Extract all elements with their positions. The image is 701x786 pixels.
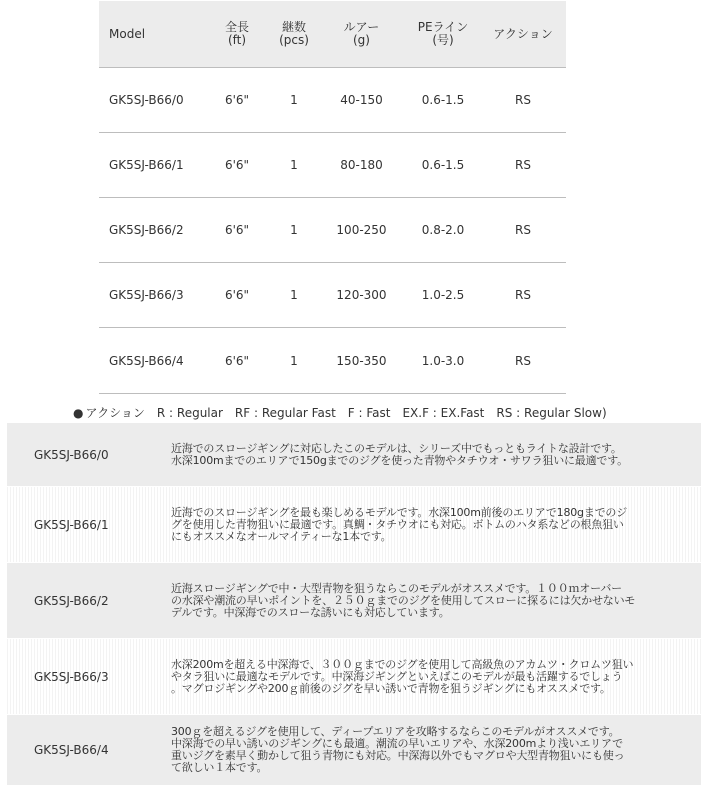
header-lure: ルアー (g) [317,1,406,68]
cell-action: RS [480,68,566,133]
description-model: GK5SJ-B66/3 [34,669,109,684]
description-row [7,563,701,639]
cell-pe-line: 0.6-1.5 [406,133,480,198]
cell-model: GK5SJ-B66/1 [99,133,203,198]
description-text: 近海スロージギングで中・大型青物を狙うならこのモデルがオススメです。１００ｍオーバー の水深や潮流の早いポイントを、２５０ｇまでのジグを使用してスローに探るには欠かせないモ デルです。中深海でのスローな誘いにも対応しています。 [171,581,636,619]
cell-model: GK5SJ-B66/0 [99,68,203,133]
header-action: アクション [480,1,566,68]
cell-action: RS [480,198,566,263]
cell-pieces: 1 [271,263,317,328]
header-length: 全長 (ft) [203,1,271,68]
cell-lure: 100-250 [317,198,406,263]
description-list [7,423,701,786]
description-text: 水深200mを超える中深海で、３００ｇまでのジグを使用して高級魚のアカムツ・クロムツ狙い やタラ狙いに最適なモデルです。中深海ジギングといえばこのモデルが最も活躍するでしょう 。マグロジギングや200ｇ前後のジグを早い誘いで青物を狙うジギングにもオススメです。 [171,657,634,695]
table-row [99,133,566,198]
table-row [99,68,566,133]
cell-pieces: 1 [271,68,317,133]
description-row [7,639,701,715]
bullet-icon: ● [73,406,84,420]
cell-pe-line: 1.0-2.5 [406,263,480,328]
description-model: GK5SJ-B66/1 [34,517,109,532]
description-model: GK5SJ-B66/0 [34,447,109,462]
cell-length: 6'6" [203,198,271,263]
table-row [99,328,566,394]
legend-text: アクション R : Regular RF : Regular Fast F : Fast EX.F : EX.Fast RS : Regular Slow) [85,406,607,420]
action-legend [73,404,607,421]
description-model: GK5SJ-B66/4 [34,743,109,757]
description-row [7,423,701,487]
description-text: 近海でのスロージギングを最も楽しめるモデルです。水深100m前後のエリアで180gまでのジ グを使用した青物狙いに最適です。真鯛・タチウオにも対応。ボトムのハタ系などの根魚狙い にもオススメなオールマイティーな1本です。 [171,505,628,543]
cell-pieces: 1 [271,198,317,263]
spec-table [99,1,566,394]
cell-lure: 80-180 [317,133,406,198]
header-model: Model [99,1,203,68]
description-model: GK5SJ-B66/2 [34,593,109,608]
description-text: 300ｇを超えるジグを使用して、ディープエリアを攻略するならこのモデルがオススメです。 中深海での早い誘いのジギングにも最適。潮流の早いエリアや、水深200mより浅いエリアで 重いジグを素早く動かして狙う青物にも対応。中深海以外でもマグロや大型青物狙いにも使っ て欲しい１本です。 [171,725,625,774]
spec-header-row [99,1,566,68]
cell-action: RS [480,263,566,328]
cell-model: GK5SJ-B66/4 [99,328,203,394]
cell-lure: 150-350 [317,328,406,394]
cell-pe-line: 0.6-1.5 [406,68,480,133]
cell-model: GK5SJ-B66/3 [99,263,203,328]
cell-pe-line: 1.0-3.0 [406,328,480,394]
cell-model: GK5SJ-B66/2 [99,198,203,263]
cell-pieces: 1 [271,133,317,198]
description-row [7,715,701,786]
cell-length: 6'6" [203,328,271,394]
table-row [99,198,566,263]
cell-length: 6'6" [203,133,271,198]
cell-length: 6'6" [203,263,271,328]
header-pieces: 継数 (pcs) [271,1,317,68]
description-text: 近海でのスロージギングに対応したこのモデルは、シリーズ中でもっともライトな設計です。 水深100mまでのエリアで150gまでのジグを使った青物やタチウオ・サワラ狙いに最適です。 [171,441,628,467]
cell-length: 6'6" [203,68,271,133]
cell-lure: 40-150 [317,68,406,133]
cell-lure: 120-300 [317,263,406,328]
cell-action: RS [480,328,566,394]
cell-pieces: 1 [271,328,317,394]
table-row [99,263,566,328]
cell-action: RS [480,133,566,198]
description-row [7,487,701,563]
cell-pe-line: 0.8-2.0 [406,198,480,263]
header-pe-line: PEライン (号) [406,1,480,68]
